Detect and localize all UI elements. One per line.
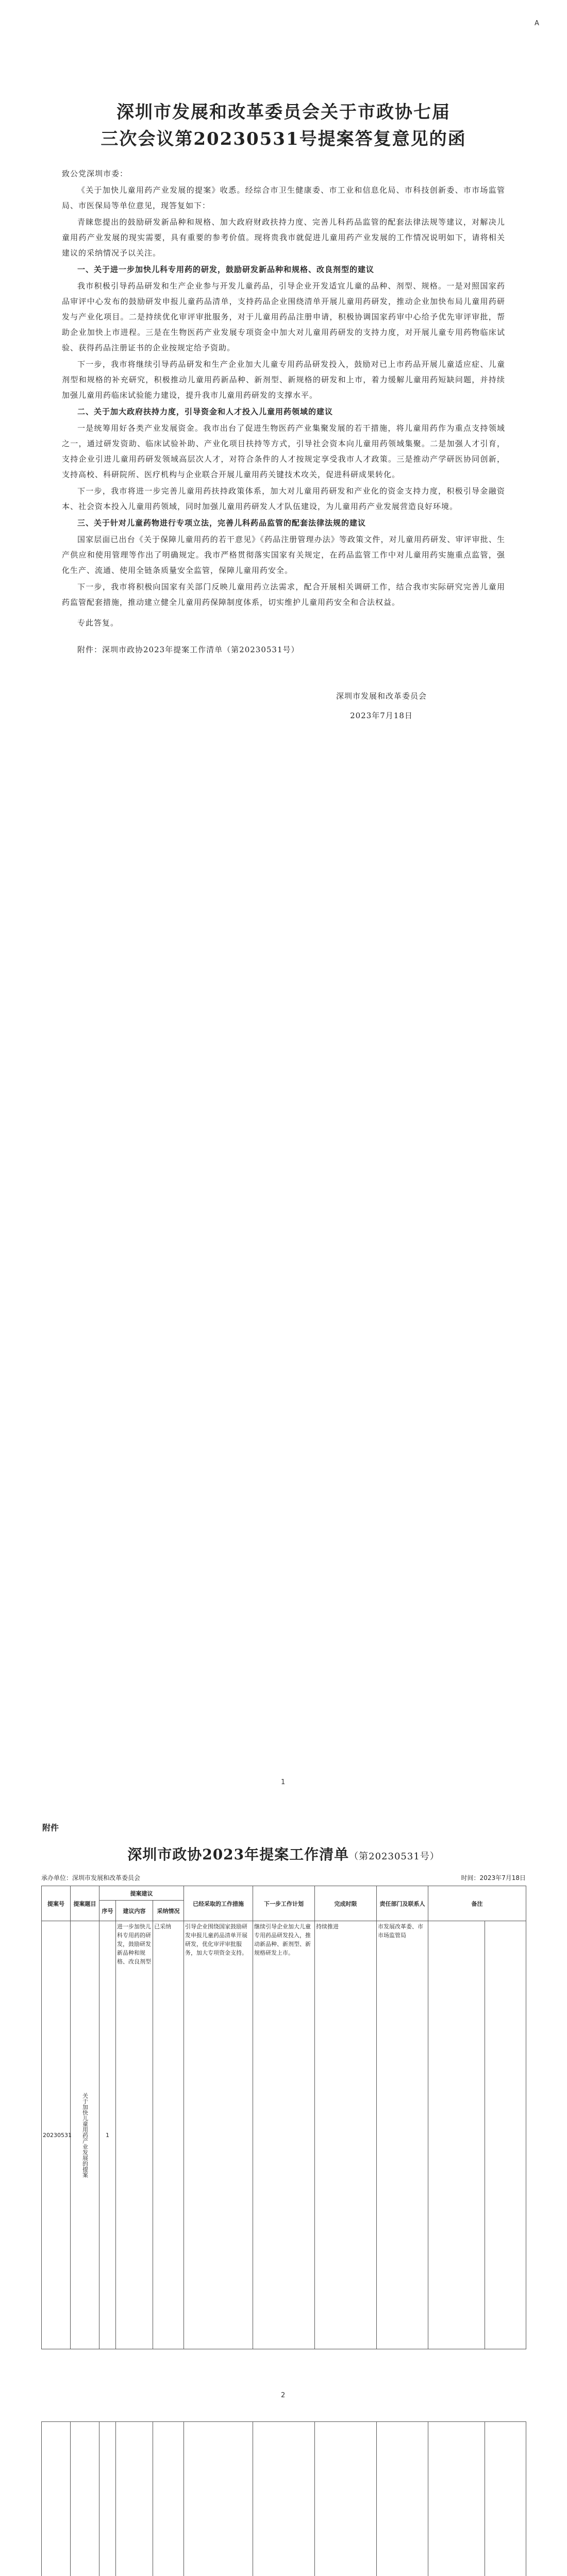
cell-remark xyxy=(428,1921,485,2349)
th-deadline: 完成时限 xyxy=(315,1886,377,1921)
attachment-meta xyxy=(41,1873,526,1882)
attachment-title-main: 深圳市政协2023年提案工作清单 xyxy=(127,1846,349,1863)
section-heading: 一、关于进一步加快儿科专用药的研发，鼓励研发新品种和规格、改良剂型的建议 xyxy=(77,265,375,274)
cell-no: 1 xyxy=(99,1921,116,2349)
body-paragraph: 国家层面已出台《关于保障儿童用药的若干意见》《药品注册管理办法》等政策文件，对儿童用药研发、审评审批、生产供应和使用管理等作出了明确规定。我市严格贯彻落实国家有关规定，在药品监管工作中对儿童用药实施重点监管，强化生产、流通、使用全链条质量安全监管，保障儿童用药安全。 xyxy=(62,535,505,575)
signoff-date: 2023年7月18日 xyxy=(350,711,413,720)
page-number: 1 xyxy=(281,1778,286,1786)
title-line-2: 三次会议第20230531号提案答复意见的函 xyxy=(101,129,466,149)
page-marker: A xyxy=(535,20,539,27)
th-dept: 责任部门及联系人 xyxy=(377,1886,428,1921)
body-paragraph: 下一步，我市将继续引导药品研发和生产企业加大儿童专用药品研发投入，鼓励对已上市药品开展儿童适应症、儿童剂型和规格的补充研究，积极推动儿童用药新品种、新剂型、新规格的研发和上市，着力缓解儿童用药短缺问题，并持续加强儿童用药临床试验能力建设，提升我市儿童用药研发的支撑水平。 xyxy=(62,360,505,400)
body-paragraph: 下一步，我市将积极向国家有关部门反映儿童用药立法需求，配合开展相关调研工作，结合我市实际研究完善儿童用药监管配套措施，推动建立健全儿童用药保障制度体系，切实维护儿童用药安全和合法权益。 xyxy=(62,582,505,607)
cont-cell xyxy=(377,2422,428,2576)
cont-cell xyxy=(116,2422,153,2576)
letter-title xyxy=(0,99,567,152)
cell-proposal-title-text: 关于加快儿童用药产业发展的提案 xyxy=(81,2092,89,2178)
continuation-table xyxy=(41,2421,526,2576)
paragraph-list xyxy=(62,182,505,631)
th-no: 序号 xyxy=(99,1901,116,1921)
proposal-table xyxy=(41,1886,526,2349)
closing-line: 专此答复。 xyxy=(77,618,119,628)
th-remark: 备注 xyxy=(428,1886,526,1921)
th-content: 建议内容 xyxy=(116,1901,153,1921)
cont-cell xyxy=(253,2422,315,2576)
letter-body xyxy=(62,166,505,727)
cont-cell xyxy=(71,2422,99,2576)
cont-cell xyxy=(184,2422,253,2576)
body-paragraph: 一是统筹用好各类产业发展资金。我市出台了促进生物医药产业集聚发展的若干措施，将儿童用药作为重点支持领域之一，通过研发资助、临床试验补助、产业化项目扶持等方式，引导社会资本向儿童用药领域集聚。二是加强人才引育，支持企业引进儿童用药研发领域高层次人才，对符合条件的人才按规定享受我市人才政策。三是推动产学研医协同创新，支持高校、科研院所、医疗机构与企业联合开展儿童用药关键技术攻关，促进科研成果转化。 xyxy=(62,423,505,479)
body-paragraph: 青睐您提出的鼓励研发新品种和规格、加大政府财政扶持力度、完善儿科药品监管的配套法律法规等建议，对解决儿童用药产业发展的现实需要，具有重要的参考价值。现将贵我市就促进儿童用药产业发展的工作情况说明如下，请将相关建议的采纳情况予以关注。 xyxy=(62,217,505,258)
page-number: 2 xyxy=(281,2392,286,2399)
table-row xyxy=(42,1921,526,2349)
th-proposal-no: 提案号 xyxy=(42,1886,71,1921)
section-heading: 二、关于加大政府扶持力度，引导资金和人才投入儿童用药领域的建议 xyxy=(77,407,333,416)
th-plans: 下一步工作计划 xyxy=(253,1886,315,1921)
cell-blank xyxy=(485,1921,526,2349)
attachment-note: 附件：深圳市政协2023年提案工作清单（第20230531号） xyxy=(77,645,299,654)
cell-proposal-title xyxy=(71,1921,99,2349)
cont-cell xyxy=(485,2422,526,2576)
title-line-1: 深圳市发展和改革委员会关于市政协七届 xyxy=(116,102,451,123)
cont-cell xyxy=(99,2422,116,2576)
section-heading: 三、关于针对儿童药物进行专项立法，完善儿科药品监管的配套法律法规的建议 xyxy=(77,518,366,528)
attachment-label: 附件 xyxy=(42,1823,59,1833)
cell-dept: 市发展改革委、市市场监管局 xyxy=(377,1921,428,2349)
th-suggestions: 提案建议 xyxy=(99,1886,184,1901)
cell-deadline: 持续推进 xyxy=(315,1921,377,2349)
cont-cell xyxy=(42,2422,71,2576)
body-paragraph: 下一步，我市将进一步完善儿童用药扶持政策体系，加大对儿童用药研发和产业化的资金支持力度，积极引导金融资本、社会资本投入儿童用药领域，同时加强儿童用药研发人才队伍建设，为儿童用药产业发展营造良好环境。 xyxy=(62,486,505,511)
signoff-org: 深圳市发展和改革委员会 xyxy=(336,691,427,701)
cont-cell xyxy=(153,2422,184,2576)
cell-content: 进一步加快儿科专用药的研发，鼓励研发新品种和规格、改良剂型 xyxy=(116,1921,153,2349)
th-measures: 已经采取的工作措施 xyxy=(184,1886,253,1921)
body-paragraph: 《关于加快儿童用药产业发展的提案》收悉。经综合市卫生健康委、市工业和信息化局、市科技创新委、市市场监管局、市医保局等单位意见，现答复如下： xyxy=(62,185,505,210)
cont-cell xyxy=(428,2422,485,2576)
salutation: 致公党深圳市委： xyxy=(62,169,128,178)
meta-date: 时间：2023年7月18日 xyxy=(461,1874,526,1882)
attachment-subtitle: （第20230531号） xyxy=(349,1851,440,1862)
cont-cell xyxy=(315,2422,377,2576)
th-proposal-title: 提案题目 xyxy=(71,1886,99,1921)
th-adopted: 采纳情况 xyxy=(153,1901,184,1921)
attachment-title xyxy=(0,1843,567,1864)
table-header-row xyxy=(42,1886,526,1901)
cell-adopted: 已采纳 xyxy=(153,1921,184,2349)
meta-dept: 承办单位：深圳市发展和改革委员会 xyxy=(41,1874,141,1882)
cell-plans: 继续引导企业加大儿童专用药品研发投入，推动新品种、新剂型、新规格研发上市。 xyxy=(253,1921,315,2349)
cell-measures: 引导企业围绕国家鼓励研发申报儿童药品清单开展研发，优化审评审批服务，加大专项资金支持。 xyxy=(184,1921,253,2349)
cell-proposal-no: 20230531 xyxy=(42,1921,71,2349)
body-paragraph: 我市积极引导药品研发和生产企业参与开发儿童药品，引导企业开发适宜儿童的品种、剂型、规格。一是对照国家药品审评中心发布的鼓励研发申报儿童药品清单，支持药品企业围绕清单开展儿童用药研发，推动企业加快布局儿童用药研发与产业化项目。二是持续优化审评审批服务，对于儿童用药品注册申请，积极协调国家药审中心给予优先审评审批，帮助企业加快上市进程。三是在生物医药产业发展专项资金中加大对儿童用药研发的支持力度，对开展儿童专用药物临床试验、获得药品注册证书的企业按规定给予资助。 xyxy=(62,281,505,352)
table-row xyxy=(42,2422,526,2576)
